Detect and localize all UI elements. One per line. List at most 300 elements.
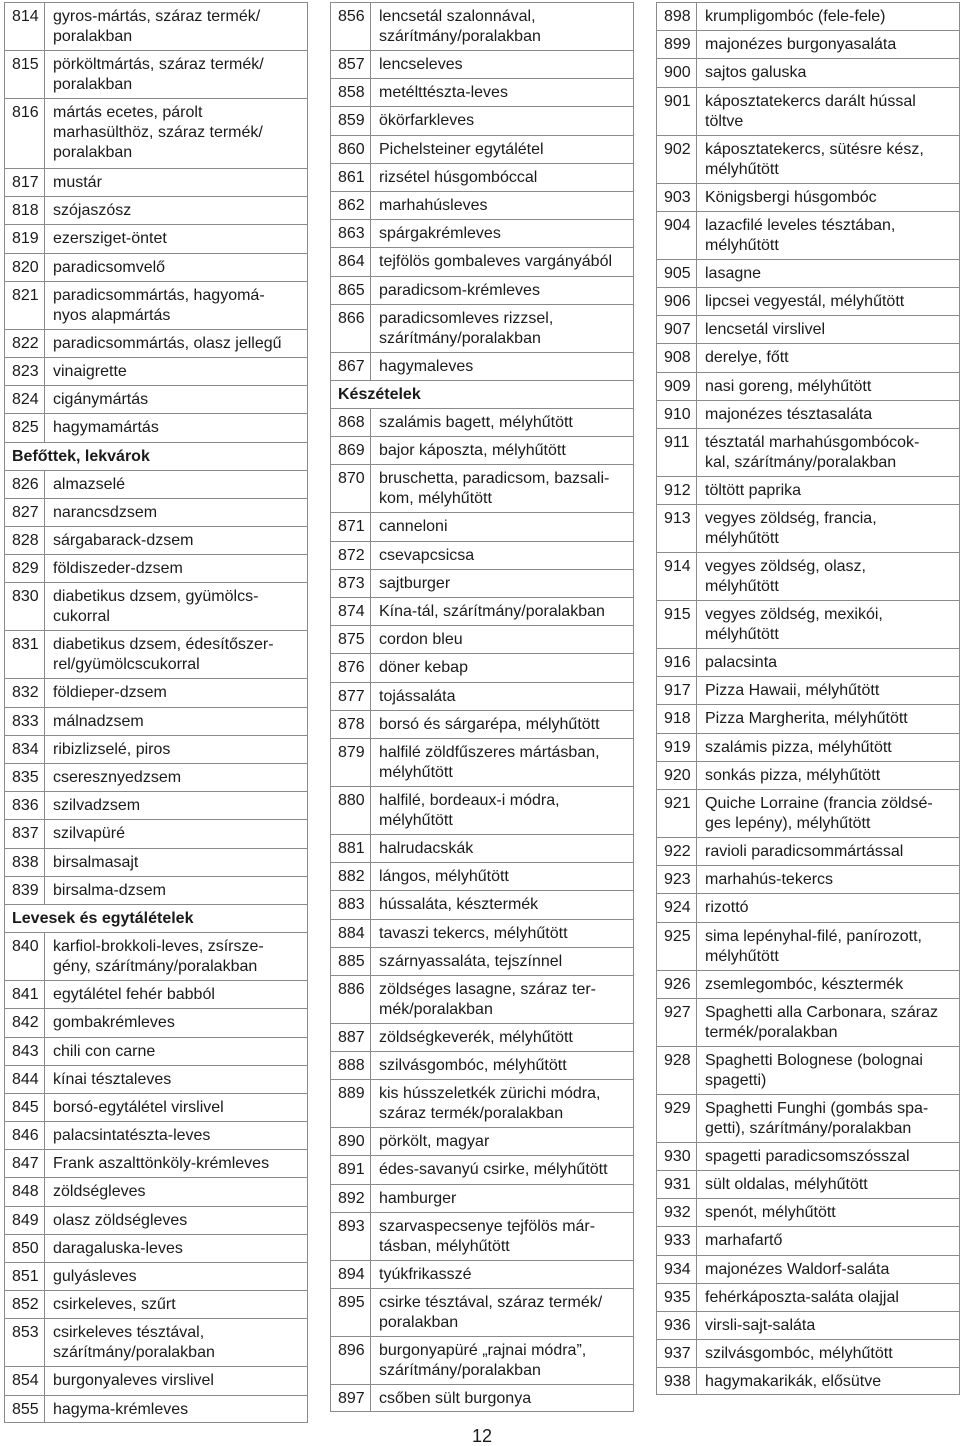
item-number: 878 bbox=[331, 711, 371, 738]
item-text: csirke tésztával, száraz termék/ poralakban bbox=[379, 1294, 603, 1331]
table-row bbox=[656, 58, 960, 86]
item-text: marhafartő bbox=[705, 1232, 783, 1250]
table-row bbox=[330, 163, 634, 191]
item-text: Pizza Hawaii, mélyhűtött bbox=[705, 682, 880, 700]
table-row bbox=[656, 789, 960, 837]
item-text: marhahúsleves bbox=[379, 196, 488, 214]
table-row bbox=[4, 980, 308, 1008]
table-row bbox=[656, 1339, 960, 1367]
item-number: 867 bbox=[331, 353, 371, 380]
item-text: hagymaleves bbox=[379, 357, 474, 375]
item-number: 863 bbox=[331, 220, 371, 247]
table-row bbox=[4, 554, 308, 582]
section-header bbox=[330, 380, 634, 408]
table-row bbox=[656, 259, 960, 287]
table-row bbox=[4, 630, 308, 678]
item-number: 883 bbox=[331, 891, 371, 918]
item-text: derelye, főtt bbox=[705, 349, 789, 367]
item-number: 825 bbox=[5, 414, 45, 441]
item-number: 885 bbox=[331, 948, 371, 975]
table-row bbox=[4, 1262, 308, 1290]
item-text: földiszeder-dzsem bbox=[53, 560, 183, 578]
table-row bbox=[330, 1212, 634, 1260]
table-row bbox=[4, 526, 308, 554]
table-row bbox=[330, 1051, 634, 1079]
table-row bbox=[330, 1260, 634, 1288]
item-text: szalámis pizza, mélyhűtött bbox=[705, 738, 892, 756]
table-row bbox=[656, 600, 960, 648]
item-number: 902 bbox=[657, 136, 697, 183]
item-text: pörkölt, magyar bbox=[379, 1133, 490, 1151]
table-row bbox=[656, 1198, 960, 1226]
item-number: 924 bbox=[657, 894, 697, 921]
item-text: bajor káposzta, mélyhűtött bbox=[379, 442, 566, 460]
item-number: 850 bbox=[5, 1235, 45, 1262]
item-text: káposztatekercs darált hússal töltve bbox=[705, 92, 916, 130]
table-row bbox=[330, 890, 634, 918]
item-number: 913 bbox=[657, 505, 697, 552]
item-number: 926 bbox=[657, 971, 697, 998]
item-text: nasi goreng, mélyhűtött bbox=[705, 377, 872, 395]
table-row bbox=[4, 1093, 308, 1121]
item-number: 821 bbox=[5, 282, 45, 329]
table-row bbox=[656, 998, 960, 1046]
item-text: lencsetál szalonnával, szárítmány/poralakban bbox=[379, 8, 541, 45]
table-row bbox=[656, 183, 960, 211]
item-number: 852 bbox=[5, 1291, 45, 1318]
item-text: burgonyapüré „rajnai módra”, szárítmány/poralakban bbox=[379, 1342, 587, 1379]
item-text: vegyes zöldség, olasz, mélyhűtött bbox=[705, 558, 866, 596]
item-number: 860 bbox=[331, 136, 371, 163]
table-row bbox=[656, 970, 960, 998]
table-row bbox=[4, 791, 308, 819]
item-number: 916 bbox=[657, 649, 697, 676]
item-text: hússaláta, késztermék bbox=[379, 896, 539, 914]
table-row bbox=[656, 287, 960, 315]
item-number: 846 bbox=[5, 1122, 45, 1149]
item-text: Kína-tál, szárítmány/poralakban bbox=[379, 603, 605, 620]
table-row bbox=[330, 408, 634, 436]
section-header bbox=[4, 904, 308, 932]
table-row bbox=[330, 219, 634, 247]
item-text: halfilé, bordeaux-i módra, mélyhűtött bbox=[379, 791, 560, 829]
item-number: 873 bbox=[331, 570, 371, 597]
column-1 bbox=[4, 2, 308, 1423]
item-number: 881 bbox=[331, 835, 371, 862]
section-header-label: Befőttek, lekvárok bbox=[12, 447, 150, 465]
table-row bbox=[656, 761, 960, 789]
table-row bbox=[656, 1142, 960, 1170]
section-header bbox=[4, 442, 308, 470]
item-text: vinaigrette bbox=[53, 362, 127, 380]
item-text: hagymakarikák, elősütve bbox=[705, 1373, 882, 1391]
item-number: 832 bbox=[5, 679, 45, 706]
item-number: 923 bbox=[657, 866, 697, 893]
item-number: 871 bbox=[331, 513, 371, 540]
item-text: ravioli paradicsommártással bbox=[705, 843, 904, 860]
table-row bbox=[656, 504, 960, 552]
item-text: karfiol-brokkoli-leves, zsírsze- gény, szárítmány/poralakban bbox=[53, 938, 264, 976]
item-number: 921 bbox=[657, 790, 697, 837]
item-text: egytálétel fehér babból bbox=[53, 986, 215, 1004]
item-number: 882 bbox=[331, 863, 371, 890]
table-row bbox=[656, 893, 960, 921]
item-text: szilvásgombóc, mélyhűtött bbox=[379, 1057, 567, 1075]
item-text: szilvapüré bbox=[53, 825, 126, 843]
table-row bbox=[4, 1395, 308, 1423]
item-number: 915 bbox=[657, 601, 697, 648]
item-text: tyúkfrikasszé bbox=[379, 1265, 472, 1283]
item-number: 826 bbox=[5, 471, 45, 498]
item-text: ökörfarkleves bbox=[379, 112, 475, 130]
item-number: 900 bbox=[657, 59, 697, 86]
item-number: 886 bbox=[331, 976, 371, 1023]
table-row bbox=[4, 876, 308, 904]
table-row bbox=[330, 512, 634, 540]
item-text: marhahús-tekercs bbox=[705, 871, 834, 889]
table-row bbox=[330, 135, 634, 163]
item-number: 838 bbox=[5, 849, 45, 876]
table-row bbox=[330, 304, 634, 352]
item-number: 903 bbox=[657, 184, 697, 211]
table-row bbox=[330, 191, 634, 219]
item-text: tavaszi tekercs, mélyhűtött bbox=[379, 924, 568, 942]
item-number: 929 bbox=[657, 1095, 697, 1142]
item-number: 836 bbox=[5, 792, 45, 819]
table-row bbox=[330, 50, 634, 78]
item-number: 897 bbox=[331, 1385, 371, 1411]
item-number: 937 bbox=[657, 1340, 697, 1367]
table-row bbox=[656, 648, 960, 676]
table-row bbox=[330, 1023, 634, 1051]
table-row bbox=[4, 932, 308, 980]
item-text: spagetti paradicsomszósszal bbox=[705, 1147, 910, 1165]
table-row bbox=[330, 569, 634, 597]
item-number: 818 bbox=[5, 197, 45, 224]
item-text: majonézes Waldorf-saláta bbox=[705, 1260, 890, 1278]
table-row bbox=[4, 707, 308, 735]
table-row bbox=[656, 676, 960, 704]
table-row bbox=[330, 597, 634, 625]
item-text: palacsinta bbox=[705, 654, 778, 672]
item-number: 816 bbox=[5, 99, 45, 168]
item-text: almazselé bbox=[53, 475, 126, 493]
item-text: édes-savanyú csirke, mélyhűtött bbox=[379, 1161, 608, 1179]
item-number: 830 bbox=[5, 583, 45, 630]
item-text: birsalmasajt bbox=[53, 853, 139, 871]
item-text: gombakrémleves bbox=[53, 1014, 175, 1032]
table-row bbox=[330, 276, 634, 304]
item-text: diabetikus dzsem, édesítőszer- rel/gyümölcscukorral bbox=[53, 636, 274, 674]
table-row bbox=[330, 541, 634, 569]
table-row bbox=[656, 2, 960, 30]
item-text: halfilé zöldfűszeres mártásban, mélyhűtött bbox=[379, 743, 600, 781]
table-row bbox=[4, 2, 308, 50]
item-number: 893 bbox=[331, 1213, 371, 1260]
table-row bbox=[4, 413, 308, 441]
table-row bbox=[656, 552, 960, 600]
item-number: 889 bbox=[331, 1080, 371, 1127]
item-number: 904 bbox=[657, 212, 697, 259]
item-text: spenót, mélyhűtött bbox=[705, 1204, 836, 1222]
table-row bbox=[330, 106, 634, 134]
table-row bbox=[330, 1155, 634, 1183]
table-row bbox=[4, 763, 308, 791]
item-number: 875 bbox=[331, 626, 371, 653]
item-text: Pichelsteiner egytálétel bbox=[379, 140, 544, 158]
item-number: 901 bbox=[657, 88, 697, 135]
item-number: 938 bbox=[657, 1368, 697, 1394]
item-number: 911 bbox=[657, 429, 697, 476]
item-text: borsó és sárgarépa, mélyhűtött bbox=[379, 715, 600, 733]
table-row bbox=[4, 470, 308, 498]
item-number: 880 bbox=[331, 787, 371, 834]
item-number: 908 bbox=[657, 344, 697, 371]
item-text: paradicsommártás, hagyomá- nyos alapmártás bbox=[53, 286, 265, 324]
item-text: diabetikus dzsem, gyümölcs- cukorral bbox=[53, 588, 259, 626]
table-row bbox=[330, 464, 634, 512]
item-text: halrudacskák bbox=[379, 839, 474, 857]
item-number: 829 bbox=[5, 555, 45, 582]
item-number: 898 bbox=[657, 3, 697, 30]
item-text: rizsétel húsgombóccal bbox=[379, 168, 538, 186]
item-number: 865 bbox=[331, 277, 371, 304]
item-number: 906 bbox=[657, 288, 697, 315]
item-text: cordon bleu bbox=[379, 631, 463, 649]
table-row bbox=[330, 834, 634, 862]
item-number: 820 bbox=[5, 254, 45, 281]
item-text: málnadzsem bbox=[53, 712, 144, 730]
item-text: bruschetta, paradicsom, bazsali- kom, mélyhűtött bbox=[379, 470, 610, 508]
table-row bbox=[4, 1206, 308, 1234]
table-row bbox=[656, 704, 960, 732]
table-row bbox=[656, 211, 960, 259]
item-number: 892 bbox=[331, 1185, 371, 1212]
item-text: csirkeleves, szűrt bbox=[53, 1296, 176, 1314]
table-row bbox=[4, 281, 308, 329]
item-number: 824 bbox=[5, 386, 45, 413]
item-number: 905 bbox=[657, 260, 697, 287]
item-text: sárgabarack-dzsem bbox=[53, 532, 194, 550]
table-row bbox=[4, 1008, 308, 1036]
item-text: kínai tésztaleves bbox=[53, 1070, 172, 1088]
page-number: 12 bbox=[471, 1426, 493, 1446]
item-number: 899 bbox=[657, 31, 697, 58]
item-text: virsli-sajt-saláta bbox=[705, 1316, 816, 1334]
item-number: 927 bbox=[657, 999, 697, 1046]
item-text: vegyes zöldség, mexikói, mélyhűtött bbox=[705, 606, 883, 644]
item-text: majonézes burgonyasaláta bbox=[705, 36, 897, 54]
item-number: 859 bbox=[331, 107, 371, 134]
item-text: majonézes tésztasaláta bbox=[705, 405, 873, 423]
item-number: 876 bbox=[331, 654, 371, 681]
item-text: szójaszósz bbox=[53, 202, 132, 220]
item-number: 936 bbox=[657, 1312, 697, 1339]
item-number: 933 bbox=[657, 1227, 697, 1254]
item-number: 834 bbox=[5, 736, 45, 763]
item-number: 841 bbox=[5, 981, 45, 1008]
item-number: 853 bbox=[5, 1319, 45, 1366]
table-row bbox=[4, 1234, 308, 1262]
table-row bbox=[656, 1094, 960, 1142]
item-text: hamburger bbox=[379, 1189, 457, 1207]
table-row bbox=[330, 1288, 634, 1336]
item-number: 815 bbox=[5, 51, 45, 98]
item-number: 851 bbox=[5, 1263, 45, 1290]
item-number: 909 bbox=[657, 373, 697, 400]
item-number: 928 bbox=[657, 1047, 697, 1094]
item-text: olasz zöldségleves bbox=[53, 1211, 188, 1229]
item-number: 870 bbox=[331, 465, 371, 512]
item-number: 833 bbox=[5, 708, 45, 735]
table-row bbox=[656, 922, 960, 970]
item-number: 858 bbox=[331, 79, 371, 106]
table-row bbox=[656, 30, 960, 58]
table-row bbox=[330, 1127, 634, 1155]
table-row bbox=[4, 735, 308, 763]
table-row bbox=[330, 1336, 634, 1384]
item-number: 857 bbox=[331, 51, 371, 78]
item-number: 831 bbox=[5, 631, 45, 678]
item-text: zöldségkeverék, mélyhűtött bbox=[379, 1028, 573, 1046]
item-text: káposztatekercs, sütésre kész, mélyhűtött bbox=[705, 140, 924, 178]
item-text: narancsdzsem bbox=[53, 503, 158, 521]
table-row bbox=[656, 476, 960, 504]
item-number: 847 bbox=[5, 1150, 45, 1177]
item-text: palacsintatészta-leves bbox=[53, 1127, 211, 1145]
item-number: 817 bbox=[5, 169, 45, 196]
item-text: lángos, mélyhűtött bbox=[379, 868, 509, 886]
item-text: szilvásgombóc, mélyhűtött bbox=[705, 1345, 893, 1363]
item-number: 890 bbox=[331, 1128, 371, 1155]
table-row bbox=[330, 436, 634, 464]
table-row bbox=[330, 786, 634, 834]
item-text: borsó-egytálétel virslivel bbox=[53, 1098, 224, 1116]
item-text: mustár bbox=[53, 174, 102, 191]
item-text: Spaghetti Funghi (gombás spa- getti), szárítmány/poralakban bbox=[705, 1099, 929, 1137]
item-text: hagyma-krémleves bbox=[53, 1400, 189, 1418]
item-number: 922 bbox=[657, 838, 697, 865]
column-2 bbox=[330, 2, 634, 1412]
item-text: mártás ecetes, párolt marhasülthöz, száraz termék/ poralakban bbox=[53, 104, 263, 161]
item-text: Spaghetti Bolognese (bolognai spagetti) bbox=[705, 1051, 923, 1089]
item-text: zöldségleves bbox=[53, 1183, 146, 1201]
item-text: szilvadzsem bbox=[53, 797, 141, 815]
item-number: 879 bbox=[331, 739, 371, 786]
item-text: hagymamártás bbox=[53, 419, 159, 437]
item-number: 843 bbox=[5, 1038, 45, 1065]
item-text: lazacfilé leveles tésztában, mélyhűtött bbox=[705, 216, 896, 254]
item-text: daragaluska-leves bbox=[53, 1239, 183, 1257]
item-number: 862 bbox=[331, 192, 371, 219]
table-row bbox=[330, 710, 634, 738]
column-3 bbox=[656, 2, 960, 1395]
section-header-label: Levesek és egytálételek bbox=[12, 909, 194, 927]
item-text: tojássaláta bbox=[379, 687, 456, 705]
item-number: 835 bbox=[5, 764, 45, 791]
table-row bbox=[4, 1290, 308, 1318]
item-text: tésztatál marhahúsgombócok- kal, szárítmány/poralakban bbox=[705, 433, 920, 471]
table-row bbox=[4, 1177, 308, 1205]
table-row bbox=[656, 865, 960, 893]
item-text: Frank aszalttönköly-krémleves bbox=[53, 1155, 270, 1173]
table-row bbox=[330, 247, 634, 275]
item-number: 827 bbox=[5, 499, 45, 526]
section-header-label: Készételek bbox=[338, 385, 421, 403]
item-number: 868 bbox=[331, 409, 371, 436]
item-number: 895 bbox=[331, 1289, 371, 1336]
item-number: 819 bbox=[5, 225, 45, 252]
item-number: 914 bbox=[657, 553, 697, 600]
table-row bbox=[4, 196, 308, 224]
item-number: 861 bbox=[331, 164, 371, 191]
table-row bbox=[656, 135, 960, 183]
table-row bbox=[4, 224, 308, 252]
item-text: földieper-dzsem bbox=[53, 684, 167, 702]
item-number: 932 bbox=[657, 1199, 697, 1226]
item-text: burgonyaleves virslivel bbox=[53, 1372, 214, 1390]
item-number: 918 bbox=[657, 705, 697, 732]
table-row bbox=[330, 919, 634, 947]
item-text: cseresznyedzsem bbox=[53, 769, 182, 786]
table-row bbox=[4, 1037, 308, 1065]
item-number: 930 bbox=[657, 1143, 697, 1170]
item-text: sajtburger bbox=[379, 574, 451, 592]
item-text: lipcsei vegyestál, mélyhűtött bbox=[705, 292, 905, 310]
item-number: 864 bbox=[331, 248, 371, 275]
item-text: döner kebap bbox=[379, 659, 468, 677]
item-text: spárgakrémleves bbox=[379, 225, 501, 243]
table-row bbox=[656, 1255, 960, 1283]
item-text: paradicsomleves rizzsel, szárítmány/poralakban bbox=[379, 309, 554, 347]
table-row bbox=[656, 400, 960, 428]
item-text: canneloni bbox=[379, 518, 448, 536]
item-number: 855 bbox=[5, 1396, 45, 1422]
table-row bbox=[330, 1384, 634, 1412]
item-text: kis hússzeletkék zürichi módra, száraz termék/poralakban bbox=[379, 1085, 601, 1123]
table-row bbox=[4, 1121, 308, 1149]
item-text: csőben sült burgonya bbox=[379, 1390, 532, 1407]
item-number: 910 bbox=[657, 401, 697, 428]
table-row bbox=[4, 678, 308, 706]
table-row bbox=[330, 738, 634, 786]
table-row bbox=[330, 682, 634, 710]
item-text: paradicsomvelő bbox=[53, 258, 166, 276]
item-text: fehérkáposzta-saláta olajjal bbox=[705, 1288, 899, 1306]
item-number: 925 bbox=[657, 923, 697, 970]
table-row bbox=[4, 582, 308, 630]
item-text: birsalma-dzsem bbox=[53, 881, 166, 899]
table-row bbox=[656, 1226, 960, 1254]
item-number: 917 bbox=[657, 677, 697, 704]
item-text: zöldséges lasagne, száraz ter- mék/poralakban bbox=[379, 980, 596, 1018]
item-text: metélttészta-leves bbox=[379, 84, 508, 102]
item-number: 869 bbox=[331, 437, 371, 464]
table-row bbox=[4, 498, 308, 526]
item-number: 874 bbox=[331, 598, 371, 625]
item-number: 891 bbox=[331, 1156, 371, 1183]
item-number: 848 bbox=[5, 1178, 45, 1205]
table-row bbox=[656, 837, 960, 865]
item-number: 935 bbox=[657, 1284, 697, 1311]
item-text: pörköltmártás, száraz termék/ poralakban bbox=[53, 56, 264, 93]
item-number: 866 bbox=[331, 305, 371, 352]
table-row bbox=[656, 315, 960, 343]
table-row bbox=[4, 1149, 308, 1177]
item-text: sima lepényhal-filé, panírozott, mélyhűtött bbox=[705, 927, 922, 965]
item-number: 839 bbox=[5, 877, 45, 904]
table-row bbox=[656, 87, 960, 135]
